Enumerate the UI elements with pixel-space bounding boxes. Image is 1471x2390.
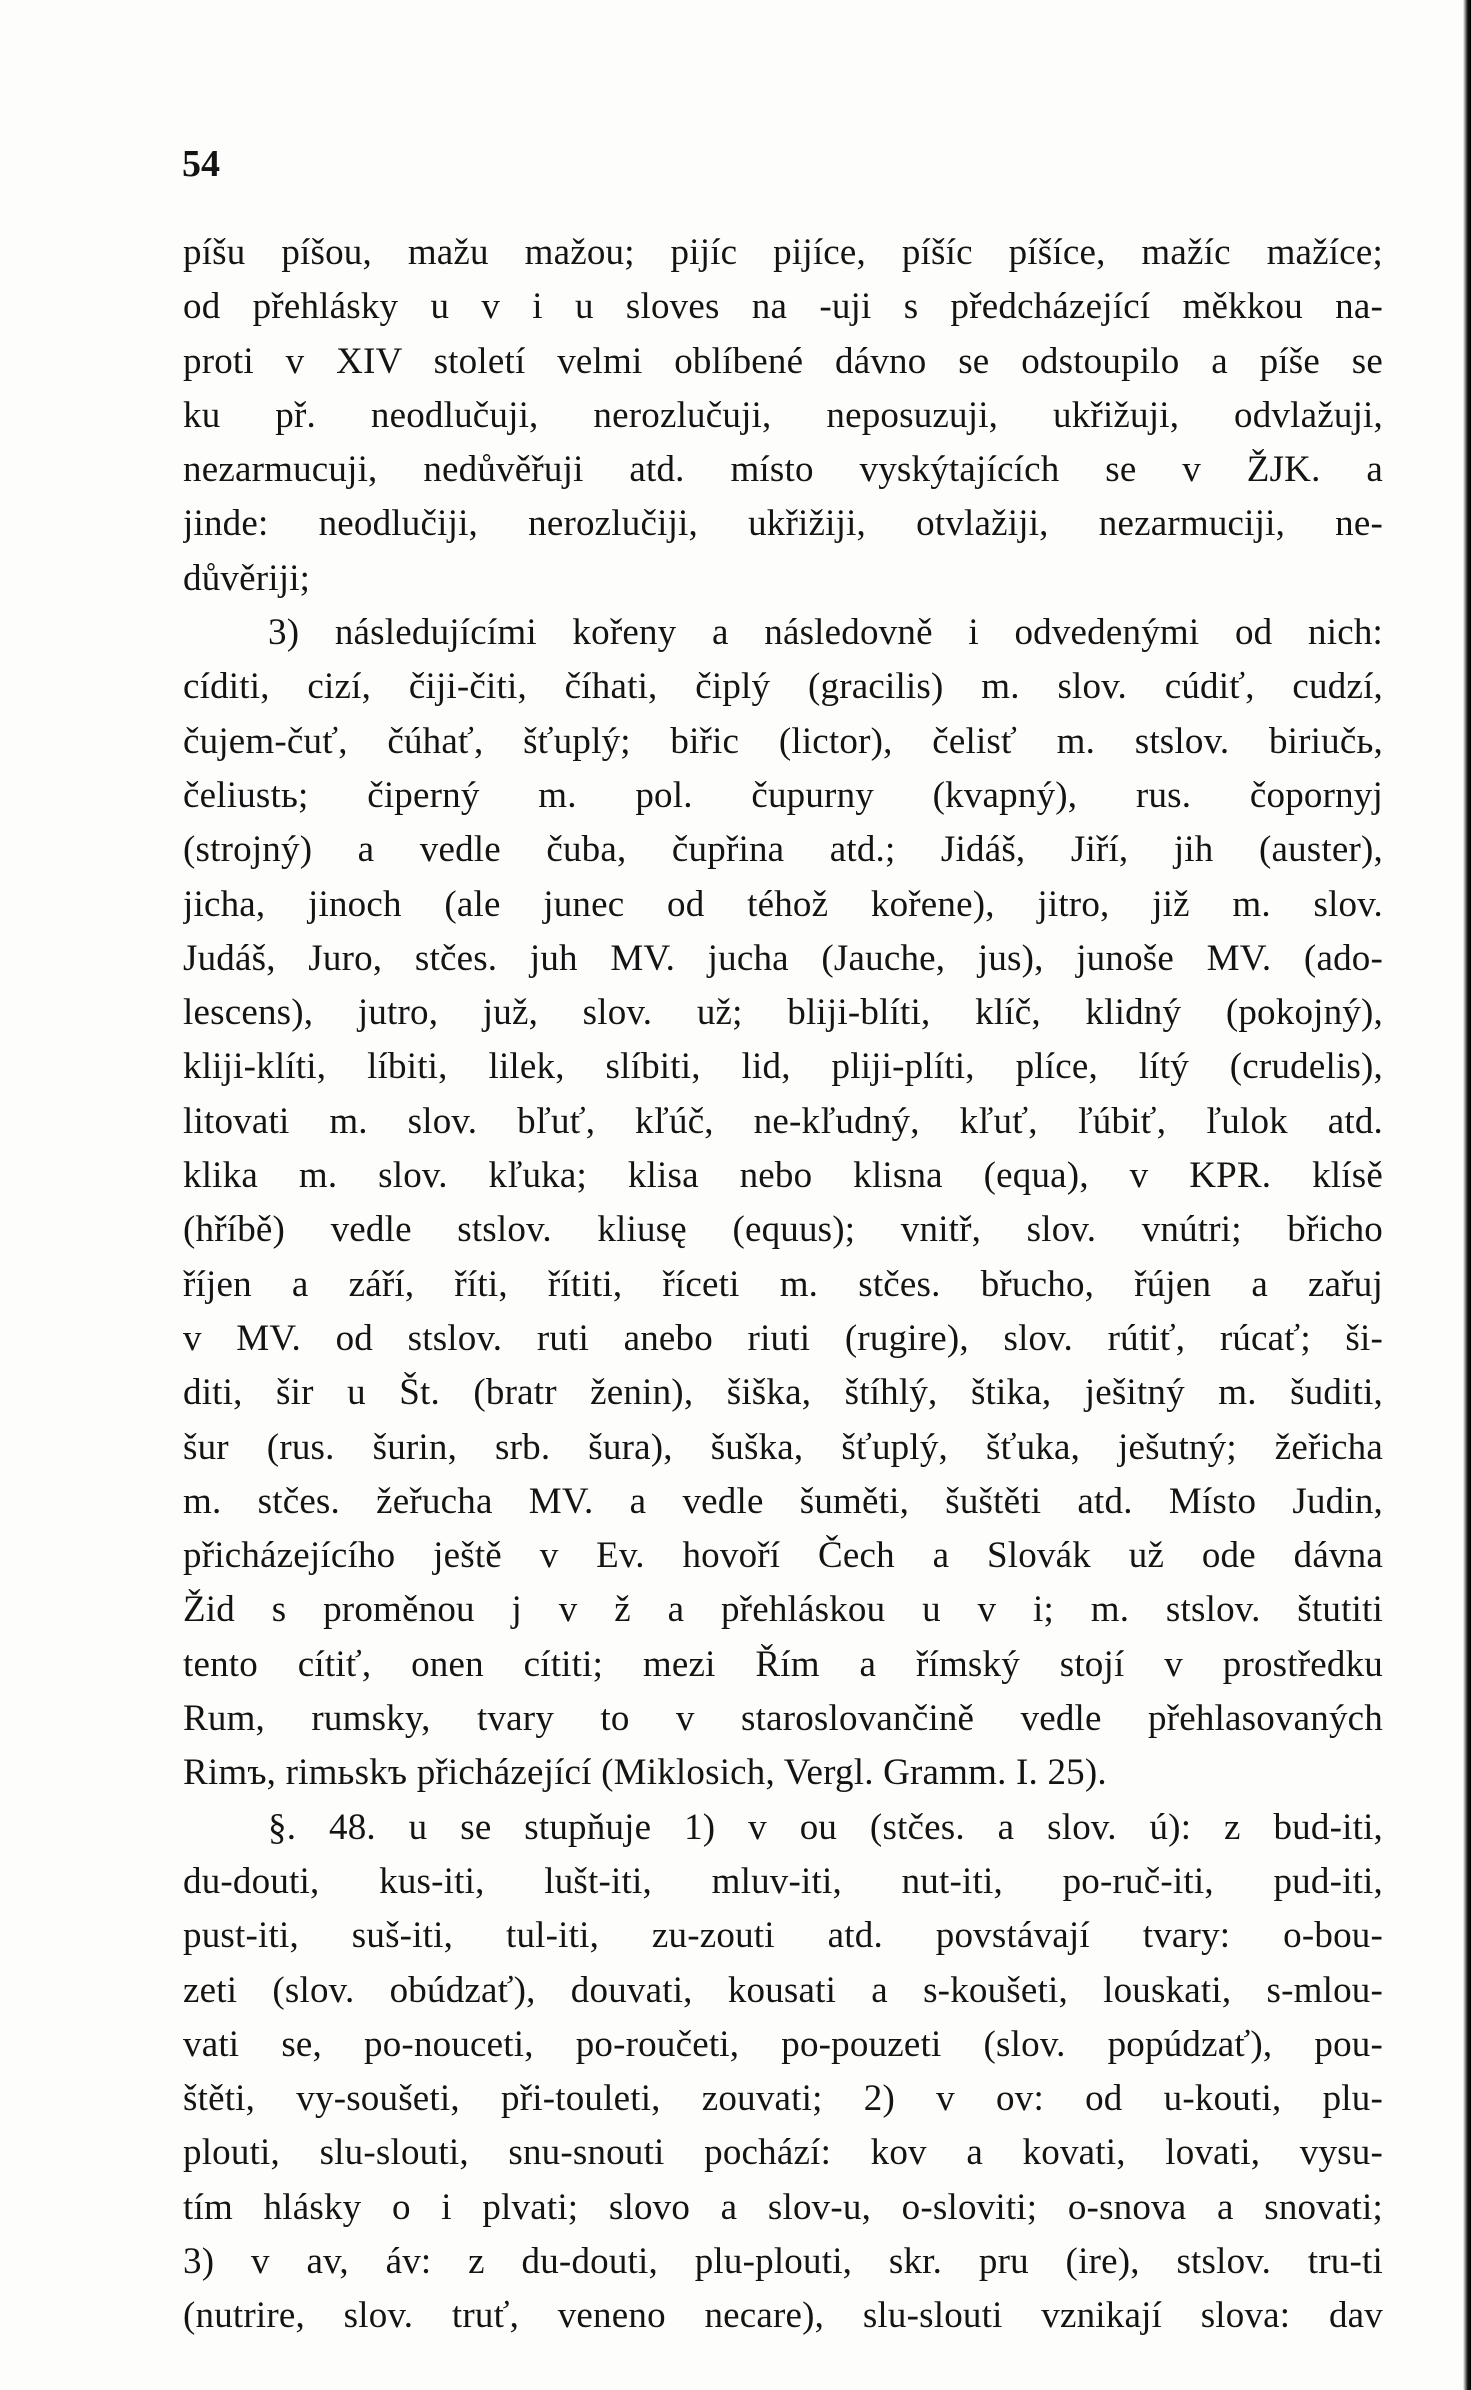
text-line: kliji-klíti, líbiti, lilek, slíbiti, lid, pliji-plíti, plíce, lítý (crudelis), bbox=[183, 1046, 1383, 1088]
page-edge bbox=[1463, 0, 1471, 2390]
text-line: klika m. slov. kľuka; klisa nebo klisna (equa), v KPR. klísě bbox=[183, 1155, 1383, 1197]
text-line: ku př. neodlučuji, nerozlučuji, neposuzuji, ukřižuji, odvlažuji, bbox=[183, 394, 1383, 436]
text-line: plouti, slu-slouti, snu-snouti pochází: kov a kovati, lovati, vysu- bbox=[183, 2132, 1383, 2174]
text-line: tento cítiť, onen cítiti; mezi Řím a římský stojí v prostředku bbox=[183, 1643, 1383, 1685]
text-line: čeliustь; čiperný m. pol. čupurny (kvapný), rus. čopornyj bbox=[183, 774, 1383, 816]
text-line: důvěriji; bbox=[183, 557, 311, 599]
text-line: nezarmucuji, nedůvěřuji atd. místo vyskýtajících se v ŽJK. a bbox=[183, 449, 1383, 491]
text-line: jinde: neodlučiji, nerozlučiji, ukřižiji, otvlažiji, nezarmuciji, ne- bbox=[183, 503, 1383, 545]
text-line: v MV. od stslov. ruti anebo riuti (rugire), slov. rútiť, rúcať; ši- bbox=[183, 1317, 1383, 1359]
text-line: Žid s proměnou j v ž a přehláskou u v i; m. stslov. štutiti bbox=[183, 1589, 1383, 1631]
text-line: diti, šir u Št. (bratr ženin), šiška, štíhlý, štika, ješitný m. šuditi, bbox=[183, 1372, 1383, 1414]
text-line: cíditi, cizí, čiji-čiti, číhati, čiplý (gracilis) m. slov. cúdiť, cudzí, bbox=[183, 666, 1383, 708]
text-line: lescens), jutro, juž, slov. už; bliji-blíti, klíč, klidný (pokojný), bbox=[183, 992, 1383, 1034]
text-line: od přehlásky u v i u sloves na -uji s předcházející měkkou na- bbox=[183, 286, 1383, 328]
text-line: Rum, rumsky, tvary to v staroslovančině vedle přehlasovaných bbox=[183, 1698, 1383, 1740]
text-line: přicházejícího ještě v Ev. hovoří Čech a Slovák už ode dávna bbox=[183, 1535, 1383, 1577]
text-line: m. stčes. žeřucha MV. a vedle šuměti, šuštěti atd. Místo Judin, bbox=[183, 1480, 1383, 1522]
text-line: litovati m. slov. bľuť, kľúč, ne-kľudný, kľuť, ľúbiť, ľulok atd. bbox=[183, 1100, 1383, 1142]
text-line: zeti (slov. obúdzať), douvati, kousati a s-koušeti, louskati, s-mlou- bbox=[183, 1969, 1383, 2011]
text-line: 3) následujícími kořeny a následovně i odvedenými od nich: bbox=[268, 612, 1383, 654]
text-line: (nutrire, slov. truť, veneno necare), slu-slouti vznikají slova: dav bbox=[183, 2295, 1383, 2337]
text-line: Judáš, Juro, stčes. juh MV. jucha (Jauche, jus), junoše MV. (ado- bbox=[183, 937, 1383, 979]
page-number: 54 bbox=[182, 143, 220, 185]
text-line: (strojný) a vedle čuba, čupřina atd.; Jidáš, Jiří, jih (auster), bbox=[183, 829, 1383, 871]
text-line: píšu píšou, mažu mažou; pijíc pijíce, píšíc píšíce, mažíc mažíce; bbox=[183, 232, 1383, 273]
body-text bbox=[183, 226, 1383, 2344]
text-line: Rimъ, rimьskъ přicházející (Miklosich, Vergl. Gramm. I. 25). bbox=[183, 1752, 1107, 1794]
text-line: říjen a září, říti, řítiti, říceti m. stčes. břucho, řújen a zařuj bbox=[183, 1263, 1383, 1305]
text-line: 3) v av, áv: z du-douti, plu-plouti, skr. pru (ire), stslov. tru-ti bbox=[183, 2240, 1383, 2282]
text-line: §. 48. u se stupňuje 1) v ou (stčes. a slov. ú): z bud-iti, bbox=[268, 1806, 1383, 1848]
text-line: vati se, po-nouceti, po-roučeti, po-pouzeti (slov. popúdzať), pou- bbox=[183, 2023, 1383, 2065]
text-line: čujem-čuť, čúhať, šťuplý; biřic (lictor), čelisť m. stslov. biriučь, bbox=[183, 720, 1383, 762]
text-line: pust-iti, suš-iti, tul-iti, zu-zouti atd. povstávají tvary: o-bou- bbox=[183, 1915, 1383, 1957]
text-line: jicha, jinoch (ale junec od téhož kořene), jitro, již m. slov. bbox=[183, 883, 1383, 925]
text-line: (hříbě) vedle stslov. kliusę (equus); vnitř, slov. vnútri; břicho bbox=[183, 1209, 1383, 1251]
text-line: štěti, vy-soušeti, při-touleti, zouvati; 2) v ov: od u-kouti, plu- bbox=[183, 2078, 1383, 2120]
text-line: tím hlásky o i plvati; slovo a slov-u, o-sloviti; o-snova a snovati; bbox=[183, 2186, 1383, 2228]
text-line: du-douti, kus-iti, lušt-iti, mluv-iti, nut-iti, po-ruč-iti, pud-iti, bbox=[183, 1860, 1383, 1902]
text-line: proti v XIV století velmi oblíbené dávno se odstoupilo a píše se bbox=[183, 340, 1383, 382]
text-line: šur (rus. šurin, srb. šura), šuška, šťuplý, šťuka, ješutný; žeřicha bbox=[183, 1426, 1383, 1468]
